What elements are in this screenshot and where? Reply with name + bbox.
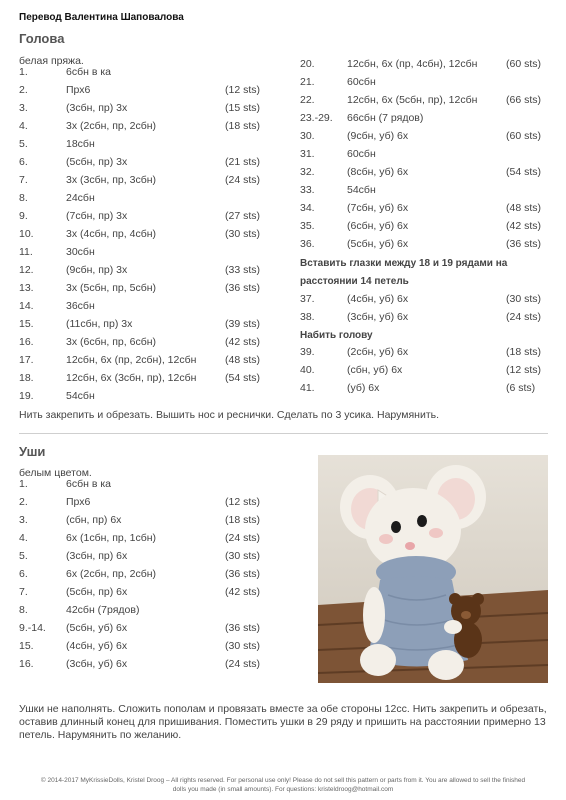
row-stitch-count: (30 sts) — [225, 640, 261, 652]
row-number: 40. — [300, 364, 315, 376]
pattern-row — [19, 548, 269, 566]
right-eye — [417, 515, 427, 527]
pattern-row — [19, 118, 269, 136]
row-stitch-count: (24 sts) — [225, 174, 261, 186]
row-stitch-count: (30 sts) — [225, 228, 261, 240]
pattern-row — [300, 146, 550, 164]
row-stitch-count: (48 sts) — [506, 202, 542, 214]
row-number: 30. — [300, 130, 315, 142]
row-number: 9.-14. — [19, 622, 46, 634]
row-instruction: Прх6 — [66, 84, 91, 96]
head-closing-text: Нить закрепить и обрезать. Вышить нос и реснички. Сделать по 3 усика. Нарумянить. — [19, 409, 440, 421]
pattern-row — [19, 584, 269, 602]
row-instruction: 60сбн — [347, 76, 376, 88]
pattern-row — [19, 100, 269, 118]
row-instruction: 12сбн, 6х (пр, 2сбн), 12сбн — [66, 354, 197, 366]
row-stitch-count: (30 sts) — [506, 293, 542, 305]
row-number: 36. — [300, 238, 315, 250]
copyright-line2: dolls you made (in small amounts). For questions: kristeldroog@hotmail.com — [172, 786, 394, 793]
row-number: 7. — [19, 174, 28, 186]
pattern-row — [300, 182, 550, 200]
row-number: 5. — [19, 138, 28, 150]
row-number: 7. — [19, 586, 28, 598]
pattern-row — [300, 128, 550, 146]
row-number: 21. — [300, 76, 315, 88]
row-stitch-count: (39 sts) — [225, 318, 261, 330]
pattern-row — [19, 208, 269, 226]
row-number: 32. — [300, 166, 315, 178]
row-number: 33. — [300, 184, 315, 196]
row-stitch-count: (12 sts) — [225, 496, 261, 508]
row-number: 11. — [19, 246, 33, 258]
row-number: 20. — [300, 58, 315, 70]
row-number: 2. — [19, 84, 28, 96]
pattern-row — [19, 190, 269, 208]
copyright-line1: © 2014-2017 MyKrissieDolls, Kristel Droog – All rights reserved. For personal use only! Please do not sell this pattern or parts from it. You are allowed to sell the finished — [40, 777, 526, 784]
ears-closing-line3: петель. Нарумянить по желанию. — [19, 729, 182, 741]
pattern-row — [19, 298, 269, 316]
row-stitch-count: (42 sts) — [225, 336, 261, 348]
row-stitch-count: (24 sts) — [225, 658, 261, 670]
row-instruction: (9сбн, уб) 6х — [347, 130, 409, 142]
row-instruction: (3сбн, пр) 6х — [66, 550, 128, 562]
row-instruction: (5сбн, пр) 6х — [66, 586, 128, 598]
pattern-row — [19, 226, 269, 244]
row-instruction: 3х (6сбн, пр, 6сбн) — [66, 336, 156, 348]
note-insert-eyes-line1: Вставить глазки между 18 и 19 рядами на — [300, 258, 508, 269]
row-number: 9. — [19, 210, 28, 222]
pattern-row — [300, 56, 550, 74]
row-instruction: 6х (1сбн, пр, 1сбн) — [66, 532, 156, 544]
row-number: 4. — [19, 120, 28, 132]
row-instruction: (5сбн, уб) 6х — [66, 622, 128, 634]
row-stitch-count: (12 sts) — [506, 364, 542, 376]
head-intro: белая пряжа. — [19, 55, 84, 67]
row-stitch-count: (33 sts) — [225, 264, 261, 276]
pattern-row — [19, 388, 269, 406]
row-number: 2. — [19, 496, 28, 508]
row-number: 6. — [19, 568, 28, 580]
row-number: 22. — [300, 94, 315, 106]
row-stitch-count: (54 sts) — [506, 166, 542, 178]
row-instruction: 54сбн — [66, 390, 95, 402]
pattern-row — [19, 334, 269, 352]
pattern-row — [19, 262, 269, 280]
row-instruction: 3х (5сбн, пр, 5сбн) — [66, 282, 156, 294]
row-stitch-count: (24 sts) — [225, 532, 261, 544]
row-number: 1. — [19, 478, 28, 490]
row-number: 12. — [19, 264, 34, 276]
pattern-row — [19, 530, 269, 548]
section-divider — [19, 433, 548, 434]
pattern-row — [300, 200, 550, 218]
row-stitch-count: (48 sts) — [225, 354, 261, 366]
pattern-row — [19, 476, 269, 494]
row-instruction: 3х (4сбн, пр, 4сбн) — [66, 228, 156, 240]
row-instruction: (7сбн, уб) 6х — [347, 202, 409, 214]
row-instruction: Прх6 — [66, 496, 91, 508]
row-instruction: 66сбн (7 рядов) — [347, 112, 424, 124]
row-stitch-count: (15 sts) — [225, 102, 261, 114]
pattern-row — [300, 291, 550, 309]
pattern-row — [19, 154, 269, 172]
head-rows-right-b — [300, 291, 550, 327]
row-stitch-count: (60 sts) — [506, 130, 542, 142]
row-instruction: (5сбн, уб) 6х — [347, 238, 409, 250]
left-eye — [391, 521, 401, 533]
row-instruction: 3х (3сбн, пр, 3сбн) — [66, 174, 156, 186]
row-instruction: (4сбн, уб) 6х — [66, 640, 128, 652]
pattern-row — [19, 82, 269, 100]
ears-closing-line1: Ушки не наполнять. Сложить пополам и провязать вместе за обе стороны 12сс. Нить закрепить и обрезать, — [19, 703, 547, 715]
row-stitch-count: (18 sts) — [225, 120, 261, 132]
section-title-ears: Уши — [19, 444, 46, 459]
row-number: 15. — [19, 318, 34, 330]
row-number: 19. — [19, 390, 34, 402]
pattern-row — [19, 494, 269, 512]
row-number: 23.-29. — [300, 112, 333, 124]
head-rows-left — [19, 64, 269, 406]
row-instruction: 36сбн — [66, 300, 95, 312]
row-stitch-count: (18 sts) — [225, 514, 261, 526]
row-number: 38. — [300, 311, 315, 323]
pattern-row — [300, 92, 550, 110]
row-number: 4. — [19, 532, 28, 544]
row-stitch-count: (6 sts) — [506, 382, 536, 394]
pattern-row — [19, 316, 269, 334]
ears-rows — [19, 476, 269, 674]
row-instruction: (9сбн, пр) 3х — [66, 264, 128, 276]
pattern-row — [300, 309, 550, 327]
ears-intro: белым цветом. — [19, 467, 92, 479]
left-foot — [360, 644, 396, 676]
row-instruction: (7сбн, пр) 3х — [66, 210, 128, 222]
row-stitch-count: (36 sts) — [225, 622, 261, 634]
teddy-ear-right — [472, 593, 484, 605]
teddy-ear-left — [449, 593, 461, 605]
row-number: 3. — [19, 102, 28, 114]
row-number: 15. — [19, 640, 34, 652]
row-stitch-count: (42 sts) — [225, 586, 261, 598]
pattern-row — [19, 352, 269, 370]
row-number: 6. — [19, 156, 28, 168]
nose — [405, 542, 415, 550]
note-insert-eyes-line2: расстоянии 14 петель — [300, 276, 409, 287]
pattern-row — [19, 64, 269, 82]
translator-credit: Перевод Валентина Шаповалова — [19, 12, 184, 23]
section-title-head: Голова — [19, 31, 65, 46]
left-arm — [363, 587, 385, 643]
row-number: 10. — [19, 228, 34, 240]
head-rows-right-c — [300, 344, 550, 398]
note-stuff-head: Набить голову — [300, 330, 373, 341]
row-number: 13. — [19, 282, 34, 294]
row-instruction: 60сбн — [347, 148, 376, 160]
row-number: 1. — [19, 66, 28, 78]
pattern-row — [19, 638, 269, 656]
row-stitch-count: (36 sts) — [225, 282, 261, 294]
row-instruction: 18сбн — [66, 138, 95, 150]
row-number: 16. — [19, 658, 34, 670]
row-number: 8. — [19, 192, 28, 204]
row-number: 5. — [19, 550, 28, 562]
copyright-footer — [20, 776, 546, 794]
pattern-row — [300, 380, 550, 398]
row-instruction: (3сбн, пр) 3х — [66, 102, 128, 114]
pattern-row — [19, 656, 269, 674]
ears-closing-line2: оставив длинный конец для пришивания. Поместить ушки в 29 ряду и пришить на расстоянии примерно 13 — [19, 716, 546, 728]
pattern-row — [19, 566, 269, 584]
row-stitch-count: (18 sts) — [506, 346, 542, 358]
row-stitch-count: (60 sts) — [506, 58, 542, 70]
teddy-snout — [461, 611, 471, 619]
row-instruction: (3сбн, уб) 6х — [347, 311, 409, 323]
pattern-row — [19, 172, 269, 190]
row-number: 41. — [300, 382, 315, 394]
row-number: 34. — [300, 202, 315, 214]
row-number: 35. — [300, 220, 315, 232]
pattern-row — [19, 244, 269, 262]
row-stitch-count: (66 sts) — [506, 94, 542, 106]
row-instruction: (11сбн, пр) 3х — [66, 318, 133, 330]
row-stitch-count: (27 sts) — [225, 210, 261, 222]
pattern-row — [300, 236, 550, 254]
row-stitch-count: (12 sts) — [225, 84, 261, 96]
row-stitch-count: (36 sts) — [506, 238, 542, 250]
pattern-row — [300, 74, 550, 92]
head-rows-right-a — [300, 56, 550, 254]
row-instruction: (6сбн, уб) 6х — [347, 220, 409, 232]
row-instruction: (уб) 6х — [347, 382, 380, 394]
row-instruction: (3сбн, уб) 6х — [66, 658, 128, 670]
row-number: 3. — [19, 514, 28, 526]
row-number: 31. — [300, 148, 315, 160]
row-instruction: (8сбн, уб) 6х — [347, 166, 409, 178]
pattern-row — [300, 164, 550, 182]
pattern-row — [300, 110, 550, 128]
row-instruction: (2сбн, уб) 6х — [347, 346, 409, 358]
row-stitch-count: (54 sts) — [225, 372, 261, 384]
row-number: 37. — [300, 293, 315, 305]
pattern-row — [19, 620, 269, 638]
row-instruction: 12сбн, 6х (3сбн, пр), 12сбн — [66, 372, 197, 384]
pattern-row — [300, 218, 550, 236]
right-foot — [428, 650, 464, 680]
row-number: 17. — [19, 354, 34, 366]
row-instruction: 6сбн в ка — [66, 66, 111, 78]
row-instruction: 42сбн (7рядов) — [66, 604, 140, 616]
row-instruction: 54сбн — [347, 184, 376, 196]
row-instruction: 12сбн, 6х (5сбн, пр), 12сбн — [347, 94, 478, 106]
mouse-right-hand — [444, 620, 462, 634]
row-stitch-count: (21 sts) — [225, 156, 261, 168]
row-stitch-count: (36 sts) — [225, 568, 261, 580]
row-instruction: 6сбн в ка — [66, 478, 111, 490]
row-instruction: (5сбн, пр) 3х — [66, 156, 128, 168]
row-stitch-count: (24 sts) — [506, 311, 542, 323]
row-instruction: 12сбн, 6х (пр, 4сбн), 12сбн — [347, 58, 478, 70]
pattern-row — [300, 344, 550, 362]
row-instruction: (сбн, уб) 6х — [347, 364, 403, 376]
pattern-row — [19, 370, 269, 388]
right-cheek — [429, 528, 443, 538]
row-number: 16. — [19, 336, 34, 348]
mouse-illustration — [318, 455, 548, 683]
pattern-row — [19, 602, 269, 620]
row-instruction: (сбн, пр) 6х — [66, 514, 122, 526]
pattern-row — [19, 136, 269, 154]
pattern-row — [300, 362, 550, 380]
amigurumi-mouse-photo — [318, 455, 548, 683]
row-instruction: 30сбн — [66, 246, 95, 258]
pattern-row — [19, 512, 269, 530]
row-instruction: (4сбн, уб) 6х — [347, 293, 409, 305]
row-number: 8. — [19, 604, 28, 616]
pattern-row — [19, 280, 269, 298]
row-stitch-count: (30 sts) — [225, 550, 261, 562]
left-cheek — [379, 534, 393, 544]
row-number: 18. — [19, 372, 34, 384]
row-instruction: 24сбн — [66, 192, 95, 204]
row-instruction: 6х (2сбн, пр, 2сбн) — [66, 568, 156, 580]
row-instruction: 3х (2сбн, пр, 2сбн) — [66, 120, 156, 132]
row-number: 39. — [300, 346, 315, 358]
row-number: 14. — [19, 300, 34, 312]
row-stitch-count: (42 sts) — [506, 220, 542, 232]
